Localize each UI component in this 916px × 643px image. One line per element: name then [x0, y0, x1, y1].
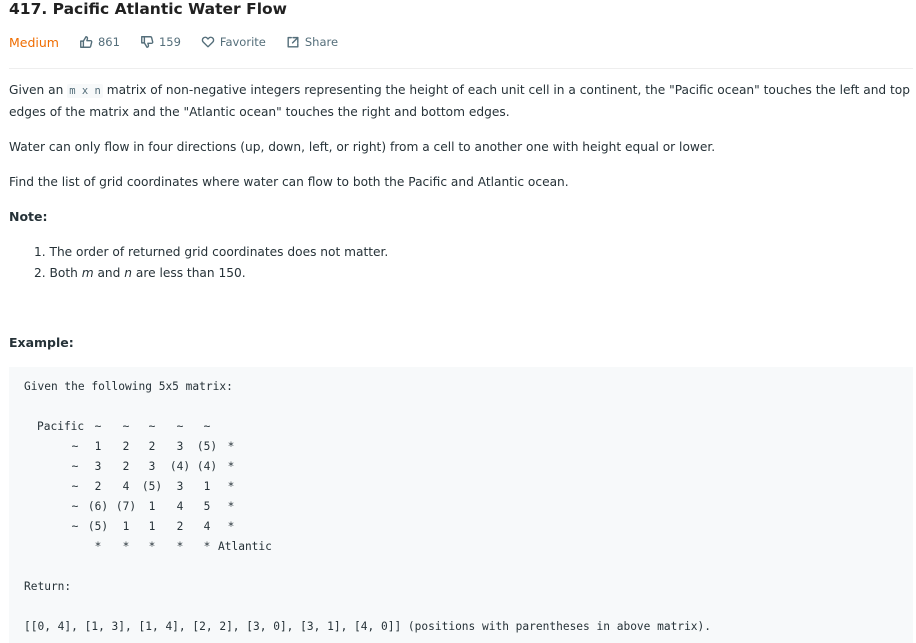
p1-text-line2: edges of the matrix and the "Atlantic ocean" touches the right and bottom edges. — [9, 105, 510, 119]
share-button[interactable] — [286, 35, 338, 49]
p1-text-b: matrix of non-negative integers representing the height of each unit cell in a continent, the "Pacific ocean" touches the left and top — [102, 83, 910, 97]
pacific-left-marker: ~ — [71, 520, 79, 533]
description-paragraph-2: Water can only flow in four directions (up, down, left, or right) from a cell to another one with height equal or lower. — [9, 140, 716, 154]
dislike-count: 159 — [158, 35, 181, 49]
note-item-2-mid: and — [93, 266, 125, 280]
note-item-2-n: n — [124, 266, 133, 280]
pacific-left-marker: ~ — [71, 460, 79, 473]
matrix-cell: 2 — [148, 440, 156, 453]
pacific-left-marker: ~ — [71, 480, 79, 493]
thumbs-up-icon — [79, 35, 93, 49]
pacific-label: Pacific — [37, 420, 85, 433]
matrix-cell: 1 — [148, 520, 156, 533]
pacific-left-marker: ~ — [71, 500, 79, 513]
like-count: 861 — [97, 35, 120, 49]
thumbs-down-icon — [140, 35, 154, 49]
pacific-top-marker: ~ — [148, 420, 156, 433]
atlantic-bottom-marker: * — [122, 540, 130, 553]
p1-text-a: Given an — [9, 83, 68, 97]
note-item-2-m: m — [81, 266, 94, 280]
matrix-cell: 2 — [176, 520, 184, 533]
pacific-left-marker: ~ — [71, 440, 79, 453]
pacific-top-marker: ~ — [94, 420, 102, 433]
atlantic-right-marker: * — [227, 520, 235, 533]
example-heading: Example: — [9, 335, 74, 350]
matrix-cell: (4) — [196, 460, 218, 473]
note-item-2-post: are less than 150. — [132, 266, 246, 280]
problem-meta-bar — [9, 34, 358, 50]
matrix-cell: (6) — [87, 500, 109, 513]
atlantic-right-marker: * — [227, 460, 235, 473]
note-item-1 — [34, 242, 388, 263]
description-paragraph-1 — [9, 80, 910, 123]
note-heading: Note: — [9, 209, 48, 224]
matrix-cell: 1 — [148, 500, 156, 513]
note-item-2-num: 2. — [34, 266, 46, 280]
problem-title: 417. Pacific Atlantic Water Flow — [9, 0, 287, 18]
matrix-cell: 2 — [94, 480, 102, 493]
matrix-cell: 4 — [122, 480, 130, 493]
share-label: Share — [304, 35, 339, 49]
pacific-top-marker: ~ — [176, 420, 184, 433]
difficulty-badge: Medium — [9, 34, 59, 50]
example-code-block — [9, 367, 913, 643]
header-divider — [9, 68, 913, 69]
share-icon — [286, 35, 300, 49]
dislike-button[interactable] — [140, 35, 181, 49]
like-button[interactable] — [79, 35, 120, 49]
matrix-cell: (7) — [115, 500, 137, 513]
description-paragraph-3: Find the list of grid coordinates where water can flow to both the Pacific and Atlantic ocean. — [9, 175, 569, 189]
example-intro: Given the following 5x5 matrix: — [24, 380, 233, 393]
favorite-label: Favorite — [219, 35, 266, 49]
atlantic-bottom-marker: * — [203, 540, 211, 553]
matrix-cell: 1 — [122, 520, 130, 533]
atlantic-right-marker: * — [227, 440, 235, 453]
matrix-cell: 1 — [203, 480, 211, 493]
matrix-cell: 4 — [203, 520, 211, 533]
return-label: Return: — [24, 580, 72, 593]
matrix-cell: (5) — [141, 480, 163, 493]
atlantic-right-marker: * — [227, 480, 235, 493]
matrix-cell: (4) — [169, 460, 191, 473]
atlantic-bottom-marker: * — [94, 540, 102, 553]
note-item-1-num: 1. — [34, 245, 46, 259]
atlantic-bottom-marker: * — [176, 540, 184, 553]
pacific-top-marker: ~ — [122, 420, 130, 433]
example-result: [[0, 4], [1, 3], [1, 4], [2, 2], [3, 0], [3, 1], [4, 0]] (positions with parentheses in above matrix). — [24, 620, 712, 633]
matrix-cell: (5) — [87, 520, 109, 533]
atlantic-right-marker: * — [227, 500, 235, 513]
matrix-cell: 3 — [94, 460, 102, 473]
favorite-button[interactable] — [201, 35, 266, 49]
matrix-cell: 2 — [122, 440, 130, 453]
note-item-2-pre: Both — [49, 266, 82, 280]
matrix-cell: 1 — [94, 440, 102, 453]
heart-icon — [201, 35, 215, 49]
note-item-2 — [34, 263, 388, 284]
matrix-cell: 3 — [176, 440, 184, 453]
matrix-cell: 5 — [203, 500, 211, 513]
note-item-1-text: The order of returned grid coordinates does not matter. — [49, 245, 389, 259]
matrix-cell: 3 — [176, 480, 184, 493]
pacific-top-marker: ~ — [203, 420, 211, 433]
matrix-cell: 3 — [148, 460, 156, 473]
matrix-cell: (5) — [196, 440, 218, 453]
matrix-cell: 2 — [122, 460, 130, 473]
matrix-size-code: m x n — [69, 85, 101, 97]
note-list — [34, 242, 388, 284]
matrix-cell: 4 — [176, 500, 184, 513]
atlantic-bottom-marker: * — [148, 540, 156, 553]
atlantic-label: Atlantic — [218, 540, 272, 553]
